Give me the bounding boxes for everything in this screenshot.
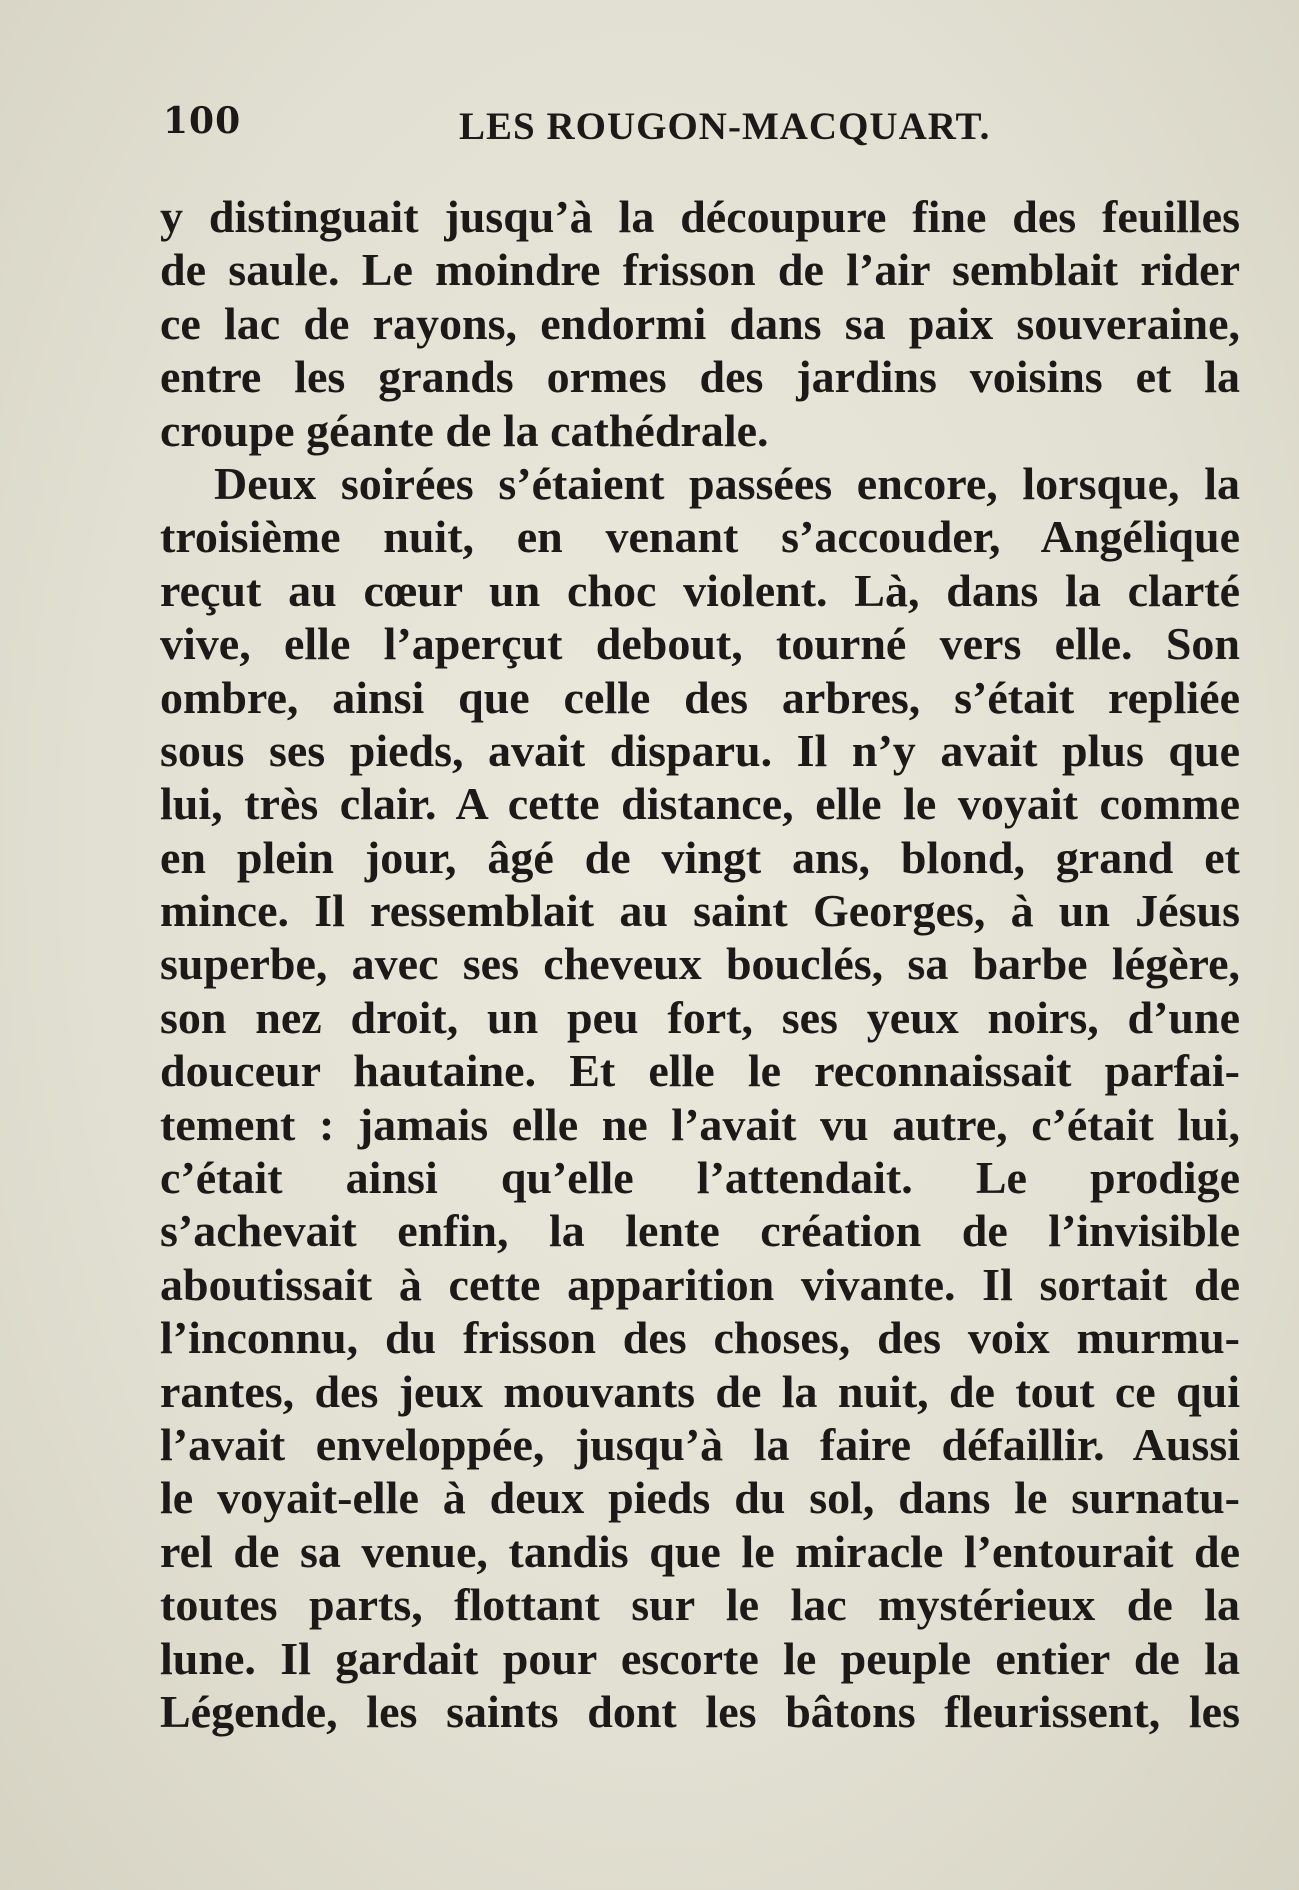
text-line: vive, elle l’aperçut debout, tourné vers elle. Son bbox=[160, 618, 1240, 670]
text-line: aboutissait à cette apparition vivante. Il sortait de bbox=[160, 1258, 1240, 1310]
text-line: Deux soirées s’étaient passées encore, lorsque, la bbox=[214, 457, 1240, 509]
text-line: c’était ainsi qu’elle l’attendait. Le prodige bbox=[160, 1152, 1240, 1204]
text-line: tement : jamais elle ne l’avait vu autre, c’était lui, bbox=[160, 1098, 1240, 1150]
text-line: de saule. Le moindre frisson de l’air semblait rider bbox=[160, 244, 1240, 296]
text-line: le voyait-elle à deux pieds du sol, dans le surnatu- bbox=[160, 1472, 1240, 1524]
text-line: s’achevait enfin, la lente création de l’invisible bbox=[160, 1205, 1240, 1257]
text-line: l’avait enveloppée, jusqu’à la faire défaillir. Aussi bbox=[160, 1418, 1240, 1470]
text-line: ce lac de rayons, endormi dans sa paix souveraine, bbox=[160, 297, 1240, 349]
text-line: l’inconnu, du frisson des choses, des voix murmu- bbox=[160, 1312, 1240, 1364]
text-line: rel de sa venue, tandis que le miracle l’entourait de bbox=[160, 1525, 1240, 1577]
text-line: douceur hautaine. Et elle le reconnaissait parfai- bbox=[160, 1045, 1240, 1097]
text-line: Légende, les saints dont les bâtons fleurissent, les bbox=[160, 1685, 1240, 1737]
text-line: croupe géante de la cathédrale. bbox=[160, 404, 769, 456]
text-line: lui, très clair. A cette distance, elle le voyait comme bbox=[160, 778, 1240, 830]
running-head: LES ROUGON-MACQUART. bbox=[459, 105, 991, 148]
body-text bbox=[160, 190, 1240, 1738]
text-line: sous ses pieds, avait disparu. Il n’y avait plus que bbox=[160, 724, 1240, 776]
text-line: toutes parts, flottant sur le lac mystérieux de la bbox=[160, 1579, 1240, 1631]
text-line: rantes, des jeux mouvants de la nuit, de tout ce qui bbox=[160, 1365, 1240, 1417]
page-number: 100 bbox=[163, 100, 242, 142]
text-line: troisième nuit, en venant s’accouder, Angélique bbox=[160, 511, 1240, 563]
text-line: mince. Il ressemblait au saint Georges, à un Jésus bbox=[160, 885, 1240, 937]
text-line: son nez droit, un peu fort, ses yeux noirs, d’une bbox=[160, 991, 1240, 1043]
page-header bbox=[163, 100, 1243, 160]
paragraph-2 bbox=[160, 457, 1240, 1738]
paragraph-1 bbox=[160, 190, 1240, 457]
text-line: entre les grands ormes des jardins voisins et la bbox=[160, 351, 1240, 403]
text-line: y distinguait jusqu’à la découpure fine des feuilles bbox=[160, 191, 1240, 242]
text-line: lune. Il gardait pour escorte le peuple entier de la bbox=[160, 1632, 1240, 1684]
text-line: ombre, ainsi que celle des arbres, s’était repliée bbox=[160, 671, 1240, 723]
text-line: superbe, avec ses cheveux bouclés, sa barbe légère, bbox=[160, 938, 1240, 990]
text-line: reçut au cœur un choc violent. Là, dans la clarté bbox=[160, 564, 1240, 616]
text-line: en plein jour, âgé de vingt ans, blond, grand et bbox=[160, 831, 1240, 883]
